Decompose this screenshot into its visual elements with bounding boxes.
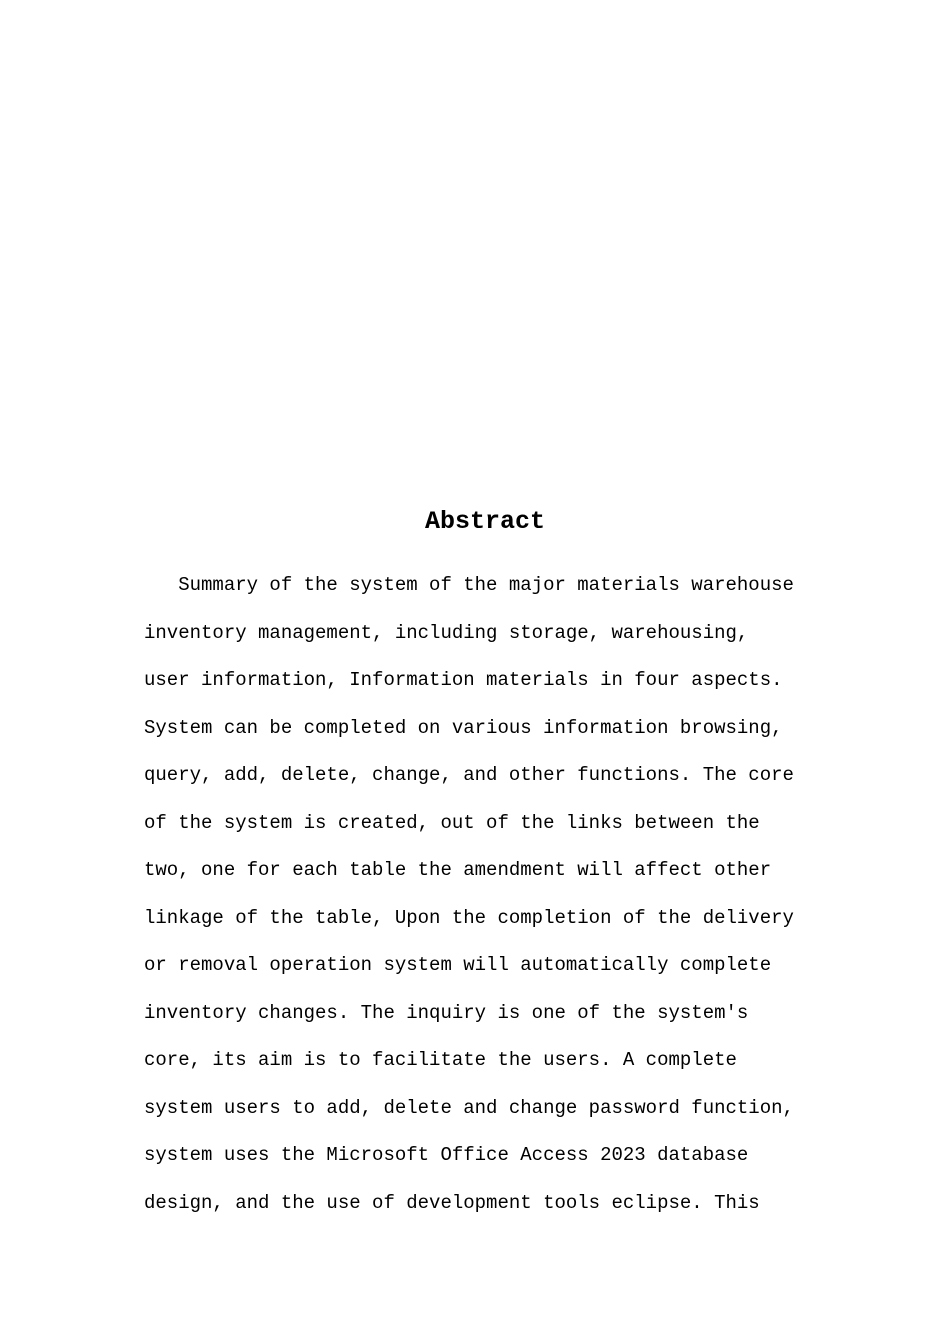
- abstract-line: linkage of the table, Upon the completion of the delivery: [144, 906, 794, 929]
- abstract-line: of the system is created, out of the links between the: [144, 811, 760, 834]
- abstract-body: [144, 568, 844, 1233]
- abstract-line: inventory changes. The inquiry is one of the system's: [144, 1001, 749, 1024]
- abstract-line: query, add, delete, change, and other functions. The core: [144, 764, 794, 786]
- abstract-line: system users to add, delete and change password function,: [144, 1096, 794, 1119]
- abstract-line: two, one for each table the amendment will affect other: [144, 859, 772, 881]
- abstract-title: Abstract: [424, 507, 546, 536]
- abstract-line: user information, Information materials in four aspects.: [144, 669, 783, 691]
- abstract-line: inventory management, including storage, warehousing,: [144, 621, 749, 644]
- abstract-line: system uses the Microsoft Office Access 2023 database: [144, 1144, 749, 1166]
- abstract-line: design, and the use of development tools eclipse. This: [144, 1191, 760, 1214]
- abstract-line: or removal operation system will automatically complete: [144, 954, 772, 976]
- abstract-line: System can be completed on various information browsing,: [144, 716, 783, 739]
- abstract-line: core, its aim is to facilitate the users. A complete: [144, 1049, 737, 1071]
- abstract-line: Summary of the system of the major materials warehouse: [144, 574, 794, 596]
